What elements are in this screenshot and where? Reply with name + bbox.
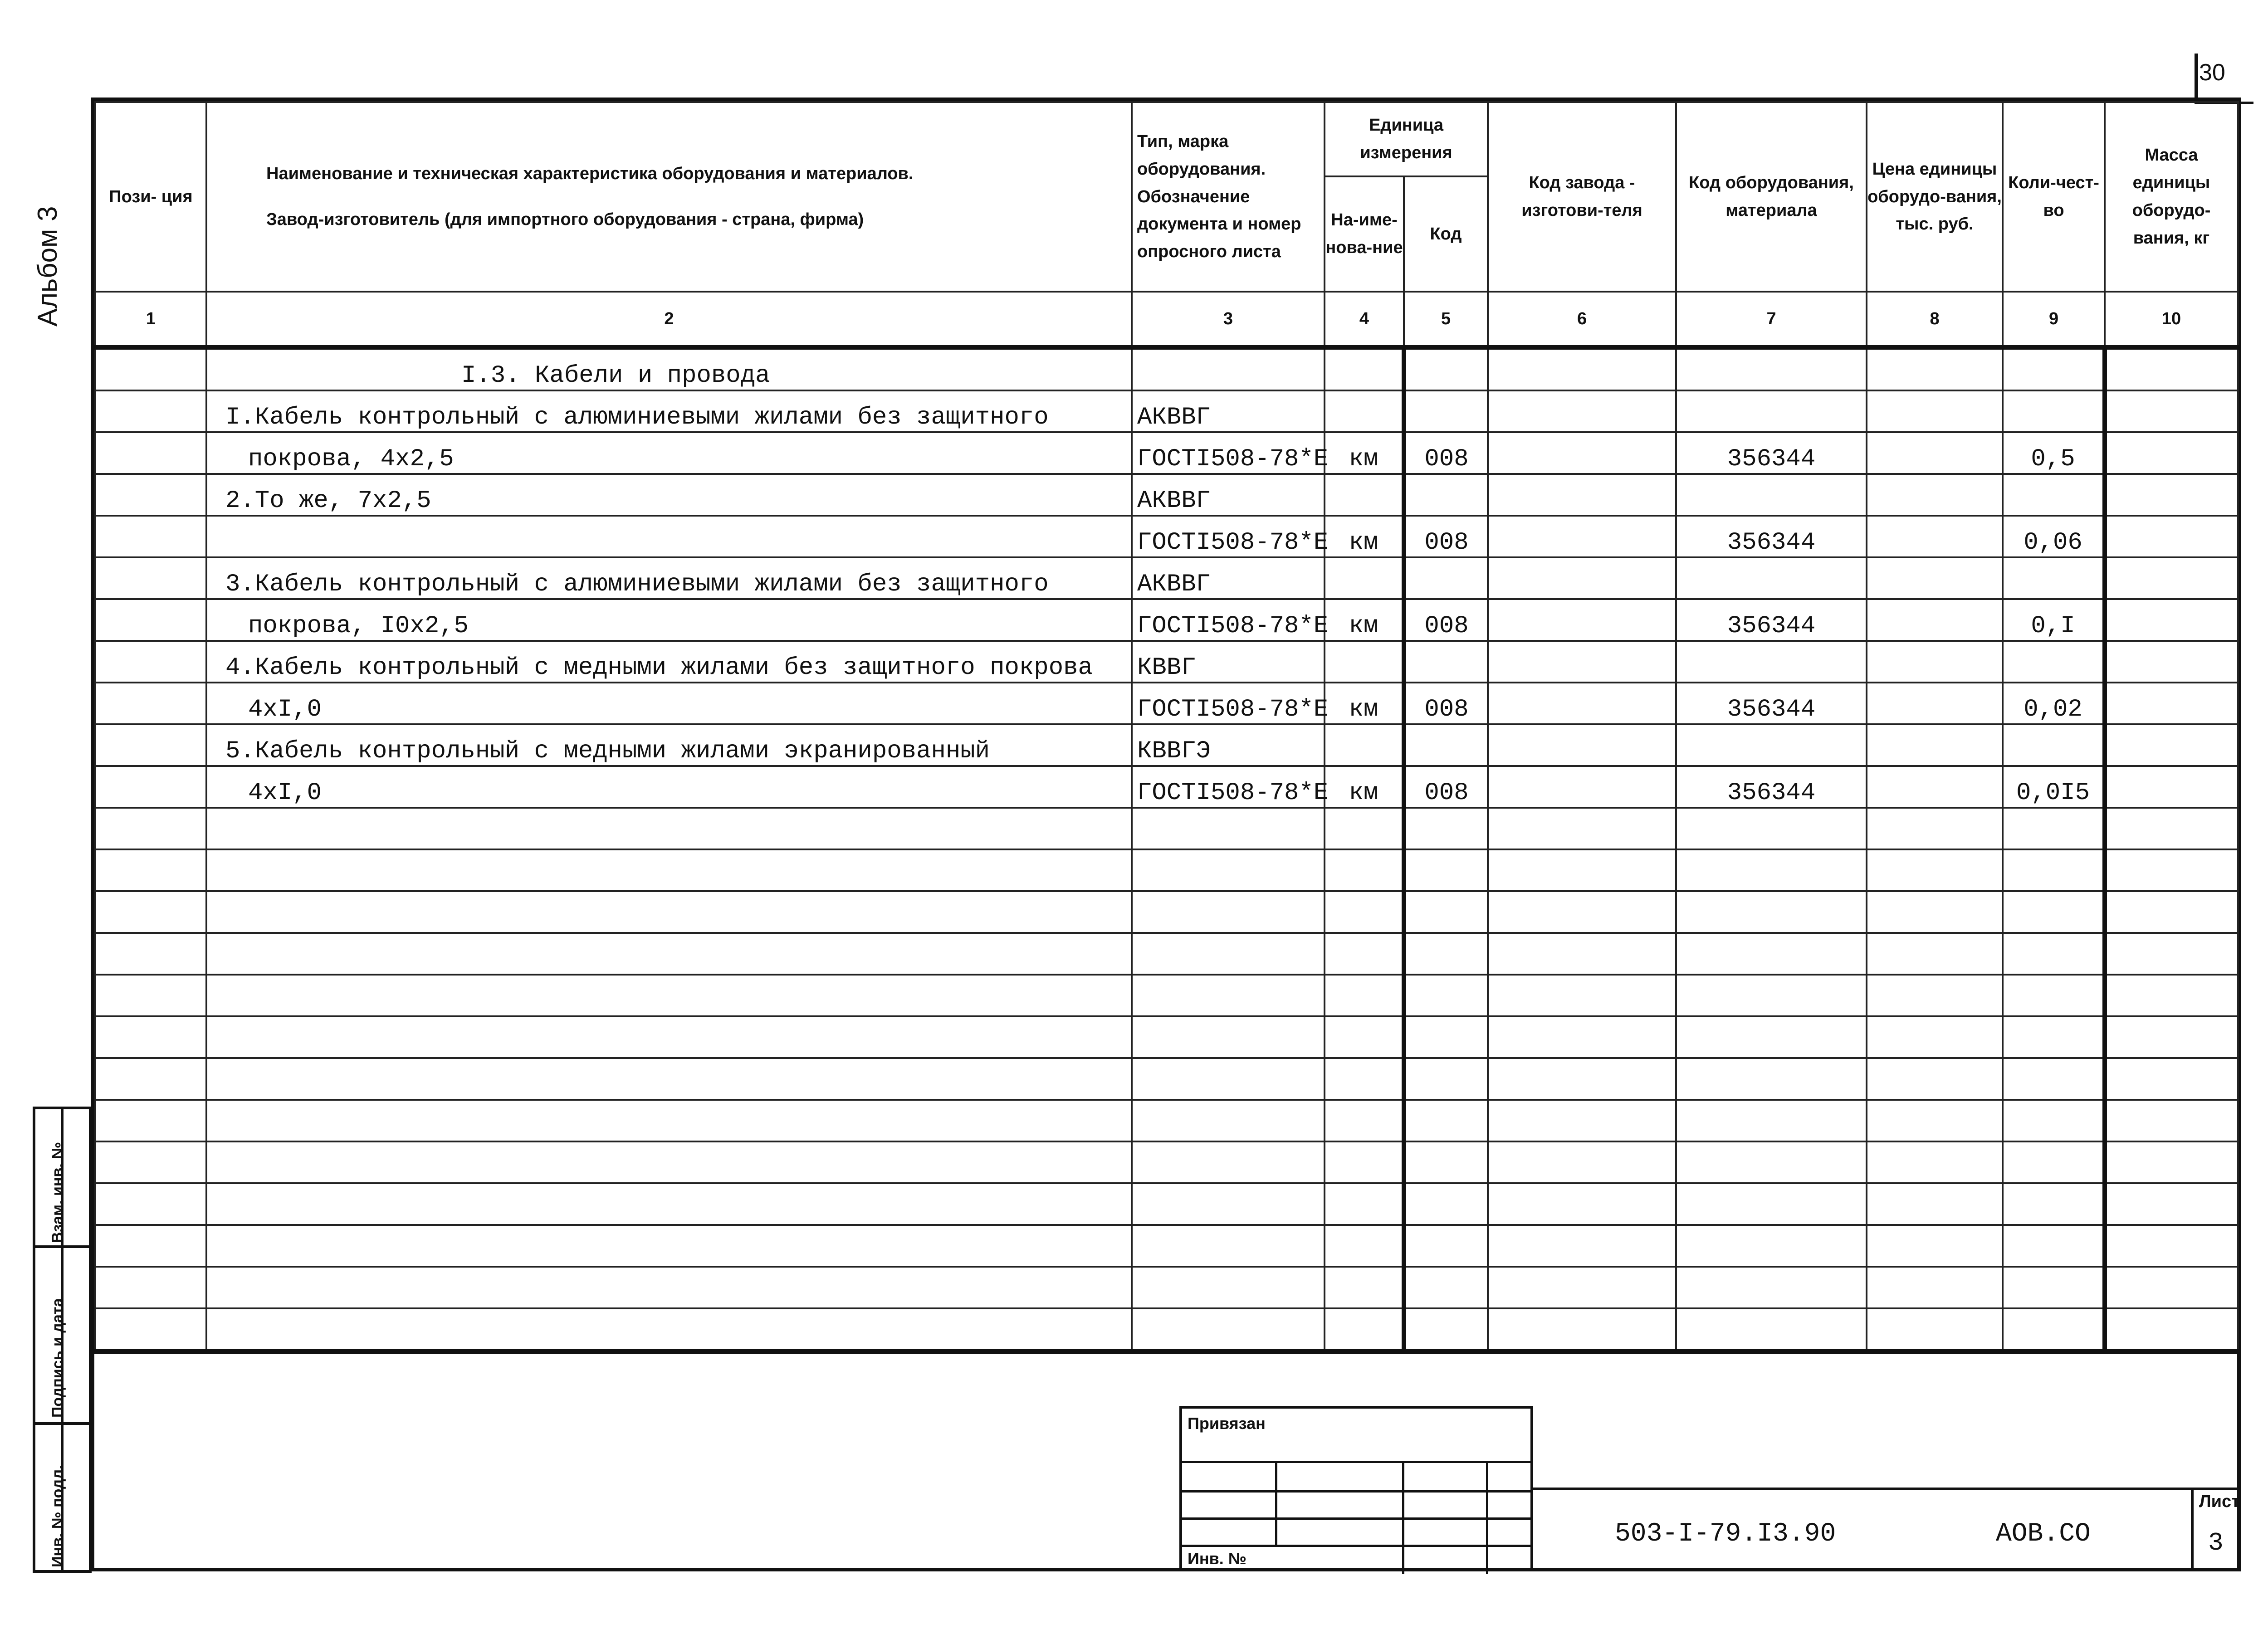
- header-unit-name: На-име-нова-ние: [1325, 176, 1404, 292]
- row-material-code: 356344: [1676, 766, 1867, 808]
- table-row: [95, 1225, 2238, 1267]
- album-label: Альбом 3: [32, 206, 63, 327]
- table-row: [95, 808, 2238, 849]
- row-quantity: 0,0I5: [2003, 766, 2105, 808]
- row-name: покрова, 4х2,5: [206, 432, 1132, 474]
- column-number: 8: [1867, 292, 2003, 347]
- header-factory-code: Код завода - изготови-теля: [1488, 102, 1676, 292]
- column-number: 10: [2105, 292, 2238, 347]
- table-row: [95, 683, 2238, 724]
- header-position: Пози- ция: [95, 102, 206, 292]
- row-material-code: 356344: [1676, 683, 1867, 724]
- row-name: 5.Кабель контрольный с медными жилами экранированный: [206, 724, 1132, 766]
- table-row: [95, 766, 2238, 808]
- row-unit: км: [1325, 766, 1404, 808]
- column-number: 4: [1325, 292, 1404, 347]
- header-name-line2: Завод-изготовитель (для импортного оборудования - страна, фирма): [266, 210, 864, 229]
- table-row: [95, 724, 2238, 766]
- table-row: [95, 1016, 2238, 1058]
- row-name: 4.Кабель контрольный с медными жилами без защитного покрова: [206, 641, 1132, 683]
- row-type: АКВВГ: [1132, 474, 1325, 516]
- stamp-podpis-data: Подпись и дата: [49, 1298, 66, 1418]
- header-name-line1: Наименование и техническая характеристика оборудования и материалов.: [266, 164, 914, 184]
- row-type: ГОСТI508-78*Е: [1132, 766, 1325, 808]
- stamp-vzam-inv: Взам. инв. №: [49, 1141, 66, 1243]
- row-name: 2.То же, 7х2,5: [206, 474, 1132, 516]
- page-number-bar: [2195, 54, 2198, 103]
- table-row: [95, 347, 2238, 390]
- table-row: [95, 849, 2238, 891]
- row-type: АКВВГ: [1132, 557, 1325, 599]
- column-number: 3: [1132, 292, 1325, 347]
- row-name: 4хI,0: [206, 766, 1132, 808]
- sheet-label: Лист: [2199, 1492, 2240, 1511]
- column-number: 5: [1404, 292, 1488, 347]
- page-number: 30: [2199, 59, 2225, 86]
- header-price: Цена единицы оборудо-вания, тыс. руб.: [1867, 102, 2003, 292]
- row-type: КВВГ: [1132, 641, 1325, 683]
- column-number: 6: [1488, 292, 1676, 347]
- row-material-code: 356344: [1676, 516, 1867, 557]
- inv-no-label: Инв. №: [1188, 1549, 1246, 1568]
- row-name: покрова, I0х2,5: [206, 599, 1132, 641]
- table-row: [95, 641, 2238, 683]
- column-number: 9: [2003, 292, 2105, 347]
- header-mass: Масса единицы оборудо-вания, кг: [2105, 102, 2238, 292]
- row-quantity: 0,02: [2003, 683, 2105, 724]
- header-type: Тип, марка оборудования. Обозначение документа и номер опросного листа: [1132, 102, 1325, 292]
- table-row: [95, 933, 2238, 975]
- row-quantity: 0,5: [2003, 432, 2105, 474]
- header-unit-code: Код: [1404, 176, 1488, 292]
- table-row: [95, 891, 2238, 933]
- table-row: [95, 1141, 2238, 1183]
- table-row: [95, 599, 2238, 641]
- row-unit: км: [1325, 599, 1404, 641]
- document-mark: АОВ.СО: [1996, 1519, 2091, 1549]
- row-name: 3.Кабель контрольный с алюминиевыми жилами без защитного: [206, 557, 1132, 599]
- column-number: 1: [95, 292, 206, 347]
- title-block-top-line: [1533, 1488, 2241, 1490]
- row-type: АКВВГ: [1132, 390, 1325, 432]
- header-name: [206, 102, 1132, 292]
- row-unit: км: [1325, 516, 1404, 557]
- document-code: 503-I-79.I3.90: [1615, 1519, 1836, 1549]
- table-row: [95, 975, 2238, 1016]
- row-unit-code: 008: [1404, 432, 1488, 474]
- row-name: I.Кабель контрольный с алюминиевыми жилами без защитного: [206, 390, 1132, 432]
- column-number: 7: [1676, 292, 1867, 347]
- table-row: [95, 1267, 2238, 1308]
- table-row: [95, 1183, 2238, 1225]
- specification-table: [94, 101, 2239, 1354]
- table-row: [95, 474, 2238, 516]
- header-material-code: Код оборудования, материала: [1676, 102, 1867, 292]
- privyazan-label: Привязан: [1188, 1414, 1266, 1433]
- table-row: [95, 432, 2238, 474]
- row-quantity: 0,I: [2003, 599, 2105, 641]
- row-unit-code: 008: [1404, 766, 1488, 808]
- row-name: [206, 516, 1132, 557]
- table-row: [95, 1308, 2238, 1351]
- stamp-inv-podl: Инв. № подл.: [49, 1465, 66, 1567]
- row-unit-code: 008: [1404, 599, 1488, 641]
- row-unit: км: [1325, 683, 1404, 724]
- table-row: [95, 390, 2238, 432]
- row-type: ГОСТI508-78*Е: [1132, 599, 1325, 641]
- row-quantity: 0,06: [2003, 516, 2105, 557]
- section-title: I.3. Кабели и провода: [206, 347, 1132, 390]
- row-unit-code: 008: [1404, 516, 1488, 557]
- left-stamp-strip: [33, 1107, 92, 1573]
- header-unit: Единица измерения: [1325, 102, 1488, 176]
- row-type: ГОСТI508-78*Е: [1132, 516, 1325, 557]
- row-unit-code: 008: [1404, 683, 1488, 724]
- header-quantity: Коли-чест-во: [2003, 102, 2105, 292]
- row-type: ГОСТI508-78*Е: [1132, 432, 1325, 474]
- row-type: КВВГЭ: [1132, 724, 1325, 766]
- table-row: [95, 516, 2238, 557]
- title-block-privyazan: [1179, 1406, 1533, 1571]
- row-unit: км: [1325, 432, 1404, 474]
- row-type: ГОСТI508-78*Е: [1132, 683, 1325, 724]
- row-material-code: 356344: [1676, 432, 1867, 474]
- row-name: 4хI,0: [206, 683, 1132, 724]
- column-number: 2: [206, 292, 1132, 347]
- table-row: [95, 1100, 2238, 1141]
- table-row: [95, 557, 2238, 599]
- sheet-number: 3: [2208, 1528, 2224, 1557]
- table-row: [95, 1058, 2238, 1100]
- row-material-code: 356344: [1676, 599, 1867, 641]
